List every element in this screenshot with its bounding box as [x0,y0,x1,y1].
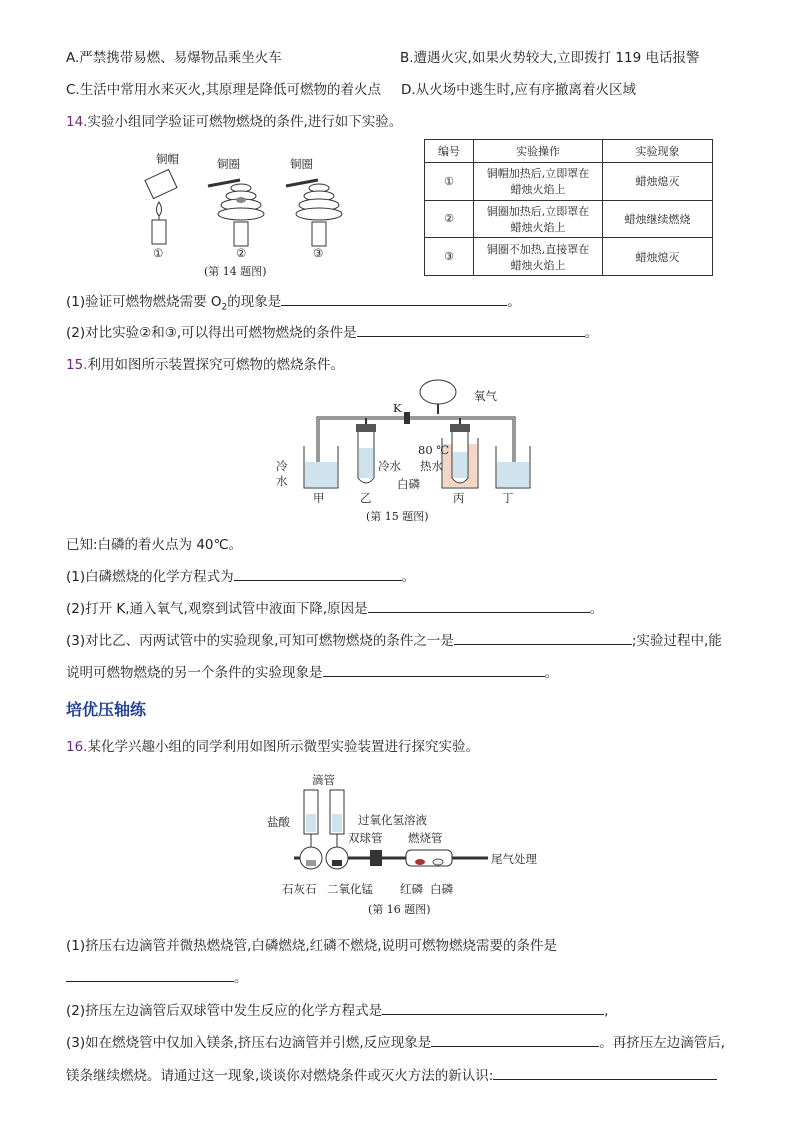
q16-sub3-line1: (3)如在燃烧管中仅加入镁条,挤压右边滴管并引燃,反应现象是 。再挤压左边滴管后, [66,1035,726,1051]
label-burn-tube: 燃烧管 [408,831,443,845]
answer-blank[interactable] [431,1034,599,1047]
q15-sub1: (1)白磷燃烧的化学方程式为 。 [66,569,416,585]
label-hcl: 盐酸 [267,815,290,829]
label-exp-1: ① [153,246,164,260]
section-title: 培优压轴练 [66,700,147,719]
q15-known: 已知:白磷的着火点为 40℃。 [66,537,243,553]
answer-blank[interactable] [382,1002,604,1015]
q14-sub2: (2)对比实验②和③,可以得出可燃物燃烧的条件是 。 [66,325,599,341]
q16-sub1: (1)挤压右边滴管并微热燃烧管,白磷燃烧,红磷不燃烧,说明可燃物燃烧需要的条件是 [66,938,557,954]
copper-coil-setup-heated [208,180,264,246]
label-exp-2: ② [236,246,247,260]
label-jia: 甲 [313,491,325,505]
label-copper-coil-1: 铜圈 [217,157,240,171]
label-double-tube: 双球管 [348,831,383,845]
q15-sub3-line1: (3)对比乙、丙两试管中的实验现象,可知可燃物燃烧的条件之一是 ;实验过程中,能 [66,633,722,649]
q15-figure [296,378,536,490]
copper-coil-setup-unheated [286,180,342,246]
label-white-phosphorus: 白磷 [430,882,453,896]
label-cold-water: 冷水 [378,459,401,473]
q14-sub1: (1)验证可燃物燃烧需要 $O_2$的现象是 。 [66,294,521,313]
answer-blank[interactable] [454,632,632,645]
label-ding: 丁 [502,491,514,505]
label-copper-cap: 铜帽 [156,152,179,166]
q16-figure [294,786,494,878]
label-oxygen: 氧气 [474,389,497,403]
table-header-row: 编号 实验操作 实验现象 [425,140,713,163]
q13-option-a: A.严禁携带易燃、易爆物品乘坐火车 [66,50,282,66]
q16-stem: 16.某化学兴趣小组的同学利用如图所示微型实验装置进行探究实验。 [66,739,479,755]
label-mno2: 二氧化锰 [327,882,373,896]
label-cold-water-a: 冷 [276,459,288,473]
q14-stem: 14.实验小组同学验证可燃物燃烧的条件,进行如下实验。 [66,114,403,130]
q15-sub3-line2: 说明可燃物燃烧的另一个条件的实验现象是 。 [66,665,558,681]
q15-caption: (第 15 题图) [366,510,429,523]
answer-blank[interactable] [234,568,402,581]
label-clamp-k: K [393,401,402,415]
label-bing: 丙 [453,491,465,505]
q14-table [424,139,713,276]
q15-number: 15. [66,357,88,373]
answer-blank[interactable] [368,600,590,613]
answer-blank[interactable] [357,324,585,337]
table-row: ② 铜圈加热后,立即罩在 蜡烛火焰上 蜡烛继续燃烧 [425,200,713,238]
answer-blank[interactable] [281,293,507,306]
table-row: ① 铜帽加热后,立即罩在 蜡烛火焰上 蜡烛熄灭 [425,163,713,201]
q15-stem: 15.利用如图所示装置探究可燃物的燃烧条件。 [66,357,344,373]
label-red-phosphorus: 红磷 [400,882,423,896]
q16-caption: (第 16 题图) [368,903,431,916]
answer-blank[interactable] [66,969,234,982]
q13-option-b: B.遭遇火灾,如果火势较大,立即拨打 119 电话报警 [400,50,700,66]
label-h2o2: 过氧化氢溶液 [358,813,427,827]
label-cold-water-b: 水 [276,474,288,488]
q14-number: 14. [66,114,88,130]
label-limestone: 石灰石 [282,882,317,896]
label-80c: 80 ℃ [418,443,450,457]
label-exp-3: ③ [313,246,324,260]
label-white-phosphorus: 白磷 [397,477,420,491]
label-yi: 乙 [360,491,372,505]
label-copper-coil-2: 铜圈 [290,157,313,171]
q16-sub3-line2: 镁条继续燃烧。请通过这一现象,谈谈你对燃烧条件或灭火方法的新认识: [66,1064,717,1084]
table-row: ③ 铜圈不加热,直接罩在 蜡烛火焰上 蜡烛熄灭 [425,238,713,276]
label-hot-water: 热水 [420,459,443,473]
label-dropper: 滴管 [312,773,335,787]
q16-number: 16. [66,739,88,755]
answer-blank[interactable] [323,664,545,677]
q15-sub2: (2)打开 K,通入氧气,观察到试管中液面下降,原因是 。 [66,601,604,617]
q16-sub2: (2)挤压左边滴管后双球管中发生反应的化学方程式是 , [66,1003,609,1019]
copper-cap-setup [145,169,177,244]
label-exhaust: 尾气处理 [491,852,537,866]
q13-option-d: D.从火场中逃生时,应有序撤离着火区域 [401,82,636,98]
q14-caption: (第 14 题图) [204,265,267,278]
q16-sub1-answer: 。 [66,966,248,986]
answer-blank[interactable] [493,1067,717,1080]
q13-option-c: C.生活中常用水来灭火,其原理是降低可燃物的着火点 [66,82,382,98]
